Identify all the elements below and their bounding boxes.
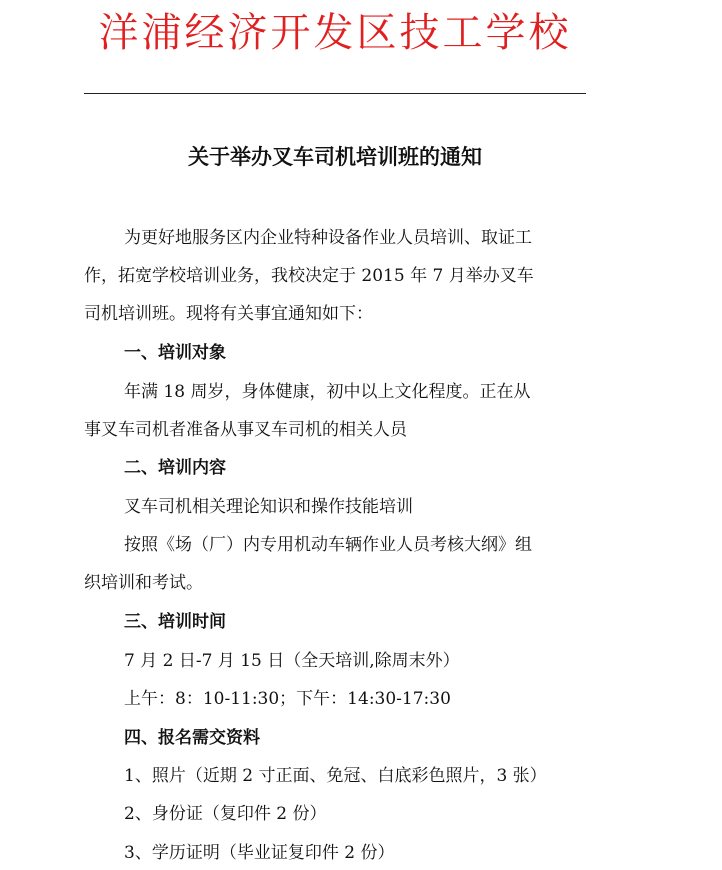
- notice-title: 关于举办叉车司机培训班的通知: [188, 144, 482, 169]
- section-heading-time: 三、培训时间: [124, 612, 226, 632]
- section-content-line-3: 织培训和考试。: [84, 573, 203, 593]
- school-masthead: 洋浦经济开发区技工学校: [98, 10, 572, 56]
- section-content-line-1: 叉车司机相关理论知识和操作技能培训: [124, 497, 413, 517]
- section-materials-line-2: 2、身份证（复印件 2 份）: [124, 804, 327, 824]
- intro-line-2: 作，拓宽学校培训业务，我校决定于 2015 年 7 月举办叉车: [84, 266, 534, 286]
- section-content-line-2: 按照《场（厂）内专用机动车辆作业人员考核大纲》组: [124, 535, 532, 555]
- section-materials-line-3: 3、学历证明（毕业证复印件 2 份）: [124, 843, 395, 863]
- section-materials-line-1: 1、照片（近期 2 寸正面、免冠、白底彩色照片，3 张）: [124, 766, 547, 786]
- section-time-line-2: 上午：8：10-11:30；下午：14:30-17:30: [124, 689, 451, 709]
- section-time-line-1: 7 月 2 日-7 月 15 日（全天培训,除周末外）: [124, 651, 460, 671]
- section-target-line-1: 年满 18 周岁，身体健康，初中以上文化程度。正在从: [124, 382, 531, 402]
- header-divider: [84, 93, 586, 94]
- section-heading-content: 二、培训内容: [124, 458, 226, 478]
- section-heading-materials: 四、报名需交资料: [124, 728, 260, 748]
- intro-line-3: 司机培训班。现将有关事宜通知如下：: [84, 304, 373, 324]
- section-heading-target: 一、培训对象: [124, 343, 226, 363]
- intro-line-1: 为更好地服务区内企业特种设备作业人员培训、取证工: [124, 228, 532, 248]
- section-target-line-2: 事叉车司机者准备从事叉车司机的相关人员: [84, 420, 407, 440]
